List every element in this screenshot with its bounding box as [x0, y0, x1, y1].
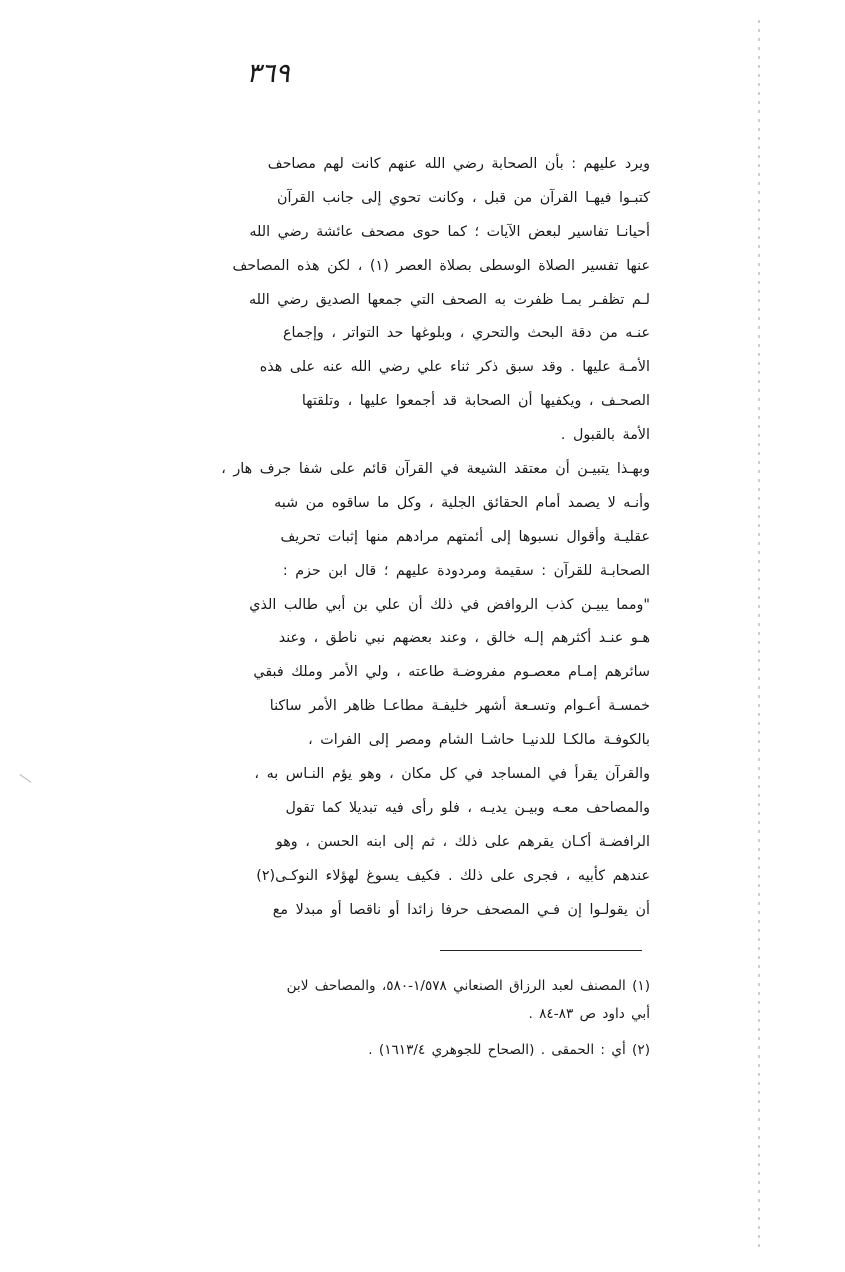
page-number: ٣٦٩ [246, 58, 290, 89]
quote-line: خمسـة أعـوام وتسـعة أشهر خليفـة مطاعـا ظاهر الأمر ساكنا [269, 698, 650, 715]
footnote-line: أبي داود ص ٨٣-٨٤ . [528, 1006, 650, 1022]
quote-line: والقرآن يقرأ في المساجد في كل مكان ، وهو يؤم النـاس به ، [254, 766, 650, 783]
quote-line: بالكوفـة مالكـا للدنيـا حاشـا الشام ومصر إلى الفرات ، [308, 732, 650, 749]
text-line: الصحابـة للقرآن : سقيمة ومردودة عليهم ؛ قال ابن حزم : [282, 562, 650, 579]
text-line: الصحـف ، ويكفيها أن الصحابة قد أجمعوا عليها ، وتلقتها [301, 393, 650, 410]
quote-line: عندهم كأبيه ، فجرى على ذلك . فكيف يسوغ لهؤلاء النوكـى(٢) [256, 867, 650, 884]
quote-line: "ومما يبيـن كذب الروافض في ذلك أن علي بن أبي طالب الذي [249, 596, 650, 613]
quote-line: أن يقولـوا إن فـي المصحف حرفا زائدا أو ناقصا أو مبدلا مع [272, 901, 650, 918]
text-line: وأنـه لا يصمد أمام الحقائق الجلية ، وكل ما ساقوه من شبه [274, 494, 650, 511]
footnote-1 [70, 972, 650, 1028]
footnote-line: (٢) أي : الحمقى . (الصحاح للجوهري ١٦١٣/٤) . [368, 1042, 650, 1058]
text-line: الأمة بالقبول . [560, 427, 650, 444]
quote-line: الرافضـة أكـان يقرهم على ذلك ، ثم إلى ابنه الحسن ، وهو [275, 833, 650, 850]
text-line: ويرد عليهم : بأن الصحابة رضي الله عنهم كانت لهم مصاحف [267, 156, 650, 172]
text-line: عنـه من دقة البحث والتحري ، وبلوغها حد التواتر ، وإجماع [282, 325, 650, 342]
text-line: عنها تفسير الصلاة الوسطى بصلاة العصر (١) ، لكن هذه المصاحف [232, 257, 650, 274]
footnote-line: (١) المصنف لعبد الرزاق الصنعاني ١/٥٧٨-٥٨٠، والمصاحف لابن [286, 978, 650, 994]
text-line: أحيانـا تفاسير لبعض الآيات ؛ كما حوى مصحف عائشة رضي الله [249, 223, 650, 240]
main-text [62, 148, 650, 927]
quote-line: والمصاحف معـه وبيـن يديـه ، فلو رأى فيه تبديلا كما تقول [285, 799, 650, 816]
paragraph-start-line: وبهـذا يتبيـن أن معتقد الشيعة في القرآن قائم على شفا جرف هار ، [221, 461, 650, 478]
footnote-separator [440, 950, 642, 951]
quote-line: سائرهم إمـام معصـوم مفروضـة طاعته ، ولي الأمر وملك فبقي [253, 664, 650, 681]
scan-artifact-line [758, 20, 760, 1250]
footnote-2 [70, 1036, 650, 1064]
text-line: كتبـوا فيهـا القرآن من قبل ، وكانت تحوي إلى جانب القرآن [276, 189, 650, 206]
quote-line: هـو عنـد أكثرهم إلـه خالق ، وعند بعضهم نبي ناطق ، وعند [278, 630, 650, 647]
scan-artifact-mark [11, 774, 31, 794]
text-line: الأمـة عليها . وقد سبق ذكر ثناء علي رضي الله عنه على هذه [259, 359, 650, 376]
text-line: لـم تظفـر بمـا ظفرت به الصحف التي جمعها الصديق رضي الله [249, 291, 650, 308]
footnotes [70, 972, 650, 1064]
text-line: عقليـة وأقوال نسبوها إلى أئمتهم مرادهم منها إثبات تحريف [280, 528, 650, 545]
